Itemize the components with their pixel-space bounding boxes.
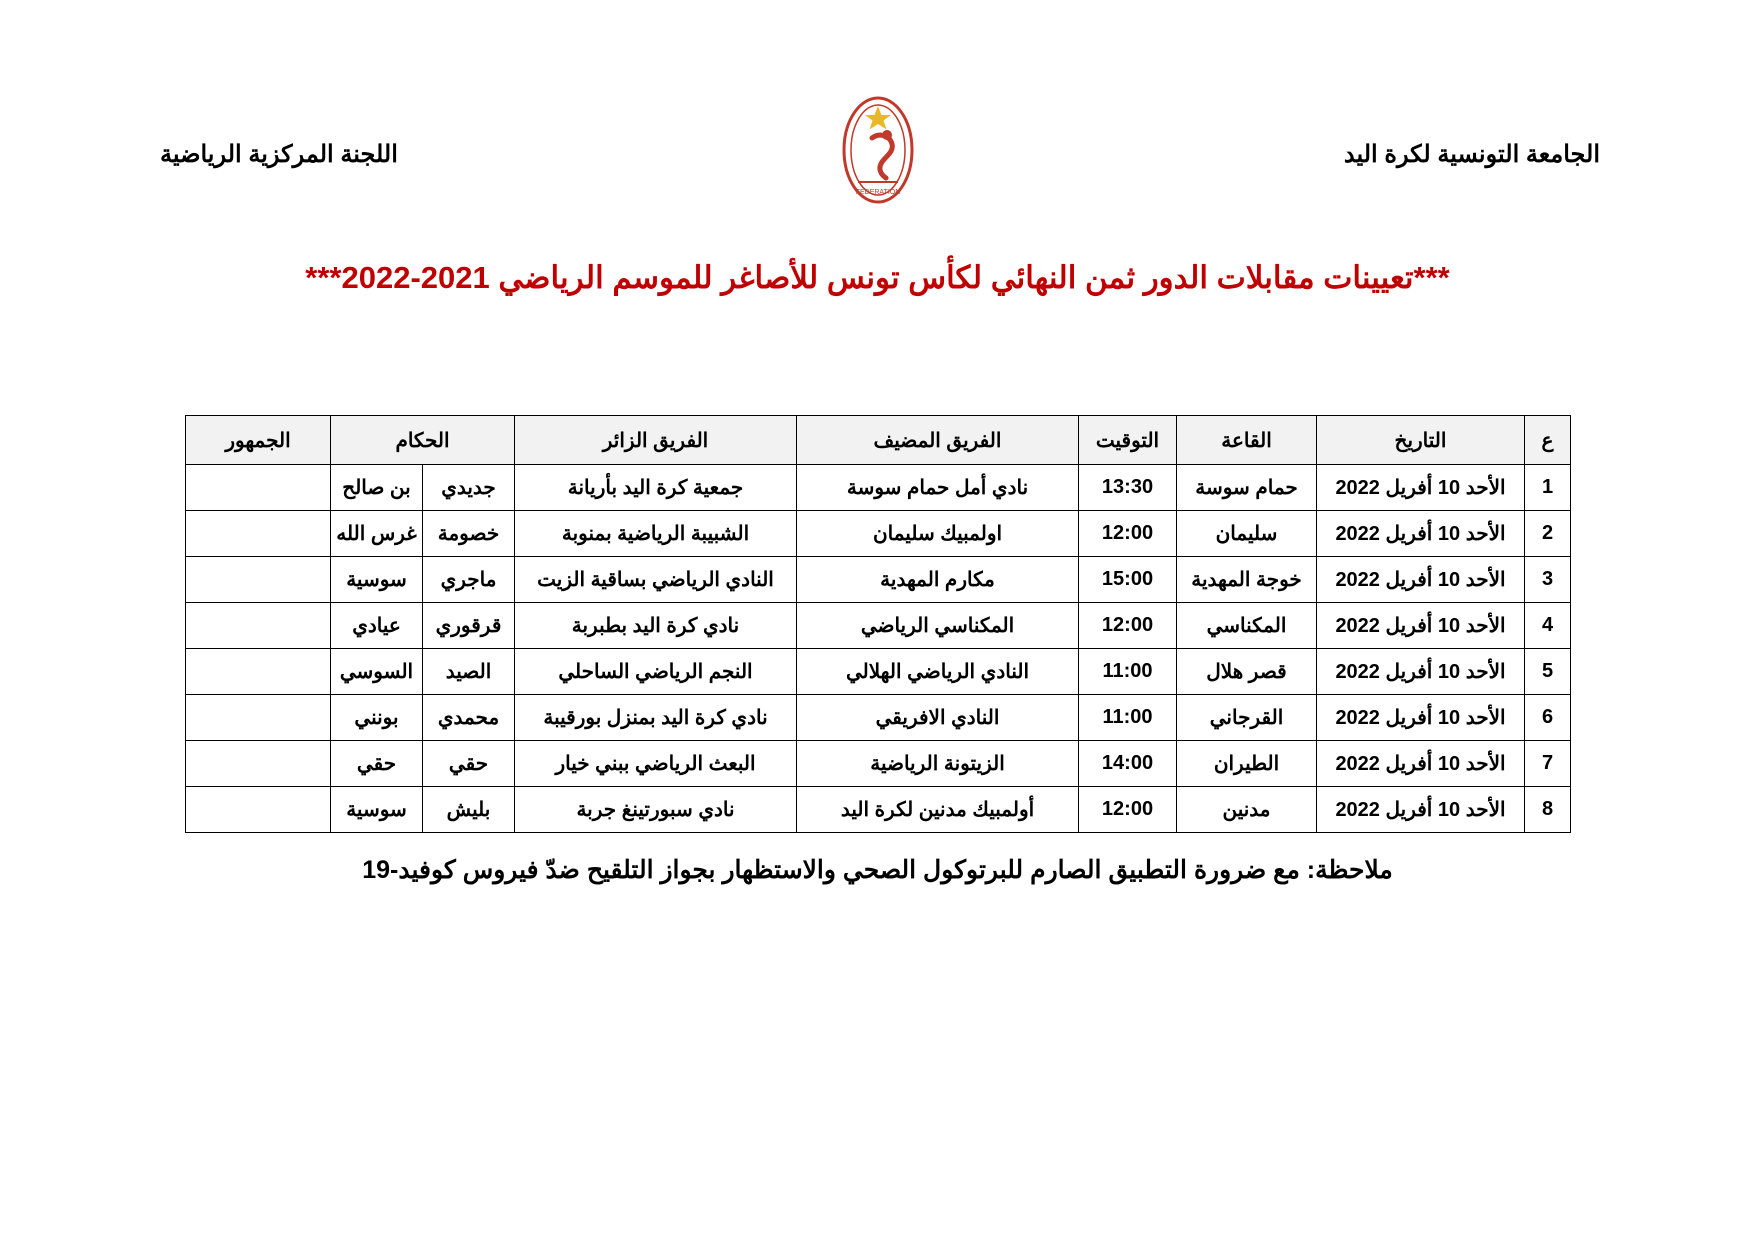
cell-index: 8	[1525, 787, 1571, 833]
schedule-table	[185, 415, 1571, 833]
cell-time: 12:00	[1079, 787, 1177, 833]
column-header-index: ع	[1525, 416, 1571, 465]
cell-public	[186, 465, 331, 511]
cell-referee-1: ماجري	[423, 557, 515, 603]
cell-guest-team: البعث الرياضي ببني خيار	[515, 741, 797, 787]
cell-referee-2: غرس الله	[331, 511, 423, 557]
cell-index: 7	[1525, 741, 1571, 787]
cell-referee-1: بليش	[423, 787, 515, 833]
cell-date: الأحد 10 أفريل 2022	[1317, 603, 1525, 649]
table-row	[186, 695, 1571, 741]
column-header-time: التوقيت	[1079, 416, 1177, 465]
committee-name: اللجنة المركزية الرياضية	[160, 141, 398, 168]
page-title: ***تعيينات مقابلات الدور ثمن النهائي لكأس تونس للأصاغر للموسم الرياضي 2021-2022***	[305, 260, 1450, 295]
cell-index: 2	[1525, 511, 1571, 557]
cell-host-team: مكارم المهدية	[797, 557, 1079, 603]
cell-referee-2: بن صالح	[331, 465, 423, 511]
cell-time: 12:00	[1079, 511, 1177, 557]
cell-hall: سليمان	[1177, 511, 1317, 557]
cell-referee-2: بونني	[331, 695, 423, 741]
column-header-guest-team: الفريق الزائر	[515, 416, 797, 465]
cell-guest-team: جمعية كرة اليد بأريانة	[515, 465, 797, 511]
cell-time: 14:00	[1079, 741, 1177, 787]
cell-host-team: المكناسي الرياضي	[797, 603, 1079, 649]
table-row	[186, 649, 1571, 695]
cell-public	[186, 741, 331, 787]
cell-guest-team: النجم الرياضي الساحلي	[515, 649, 797, 695]
cell-index: 6	[1525, 695, 1571, 741]
cell-host-team: أولمبيك مدنين لكرة اليد	[797, 787, 1079, 833]
cell-public	[186, 511, 331, 557]
cell-date: الأحد 10 أفريل 2022	[1317, 741, 1525, 787]
cell-hall: حمام سوسة	[1177, 465, 1317, 511]
cell-referee-1: خصومة	[423, 511, 515, 557]
cell-hall: خوجة المهدية	[1177, 557, 1317, 603]
cell-time: 11:00	[1079, 695, 1177, 741]
table-row	[186, 787, 1571, 833]
cell-hall: مدنين	[1177, 787, 1317, 833]
table-header-row	[186, 416, 1571, 465]
cell-date: الأحد 10 أفريل 2022	[1317, 695, 1525, 741]
column-header-referees: الحكام	[331, 416, 515, 465]
cell-hall: الطيران	[1177, 741, 1317, 787]
cell-public	[186, 695, 331, 741]
cell-host-team: اولمبيك سليمان	[797, 511, 1079, 557]
cell-referee-1: قرقوري	[423, 603, 515, 649]
table-row	[186, 511, 1571, 557]
cell-time: 15:00	[1079, 557, 1177, 603]
cell-public	[186, 649, 331, 695]
cell-referee-1: محمدي	[423, 695, 515, 741]
cell-index: 1	[1525, 465, 1571, 511]
table-row	[186, 741, 1571, 787]
cell-index: 4	[1525, 603, 1571, 649]
cell-hall: المكناسي	[1177, 603, 1317, 649]
cell-time: 13:30	[1079, 465, 1177, 511]
cell-date: الأحد 10 أفريل 2022	[1317, 787, 1525, 833]
table-row	[186, 603, 1571, 649]
cell-index: 5	[1525, 649, 1571, 695]
health-protocol-note: ملاحظة: مع ضرورة التطبيق الصارم للبرتوكول الصحي والاستظهار بجواز التلقيح ضدّ فيروس كوفيد-19	[362, 856, 1393, 884]
column-header-hall: القاعة	[1177, 416, 1317, 465]
cell-time: 11:00	[1079, 649, 1177, 695]
cell-date: الأحد 10 أفريل 2022	[1317, 649, 1525, 695]
cell-host-team: النادي الرياضي الهلالي	[797, 649, 1079, 695]
cell-index: 3	[1525, 557, 1571, 603]
cell-public	[186, 603, 331, 649]
cell-guest-team: نادي كرة اليد بمنزل بورقيبة	[515, 695, 797, 741]
document-header	[0, 128, 1755, 238]
cell-referee-1: الصيد	[423, 649, 515, 695]
cell-date: الأحد 10 أفريل 2022	[1317, 557, 1525, 603]
cell-host-team: نادي أمل حمام سوسة	[797, 465, 1079, 511]
cell-guest-team: الشبيبة الرياضية بمنوبة	[515, 511, 797, 557]
cell-referee-2: سوسية	[331, 557, 423, 603]
cell-host-team: النادي الافريقي	[797, 695, 1079, 741]
cell-referee-2: السوسي	[331, 649, 423, 695]
tunisian-handball-federation-logo	[832, 94, 924, 206]
cell-referee-1: جديدي	[423, 465, 515, 511]
cell-guest-team: نادي سبورتينغ جربة	[515, 787, 797, 833]
cell-date: الأحد 10 أفريل 2022	[1317, 511, 1525, 557]
federation-name: الجامعة التونسية لكرة اليد	[1343, 141, 1600, 168]
cell-guest-team: نادي كرة اليد بطبربة	[515, 603, 797, 649]
cell-hall: قصر هلال	[1177, 649, 1317, 695]
cell-date: الأحد 10 أفريل 2022	[1317, 465, 1525, 511]
cell-referee-2: حقي	[331, 741, 423, 787]
cell-referee-1: حقي	[423, 741, 515, 787]
cell-hall: القرجاني	[1177, 695, 1317, 741]
cell-referee-2: عيادي	[331, 603, 423, 649]
cell-public	[186, 787, 331, 833]
table-row	[186, 465, 1571, 511]
cell-public	[186, 557, 331, 603]
column-header-date: التاريخ	[1317, 416, 1525, 465]
table-row	[186, 557, 1571, 603]
column-header-host-team: الفريق المضيف	[797, 416, 1079, 465]
svg-text:FEDERATION: FEDERATION	[855, 189, 900, 196]
cell-host-team: الزيتونة الرياضية	[797, 741, 1079, 787]
column-header-public: الجمهور	[186, 416, 331, 465]
cell-time: 12:00	[1079, 603, 1177, 649]
schedule-table-container	[186, 415, 1571, 833]
cell-guest-team: النادي الرياضي بساقية الزيت	[515, 557, 797, 603]
cell-referee-2: سوسية	[331, 787, 423, 833]
